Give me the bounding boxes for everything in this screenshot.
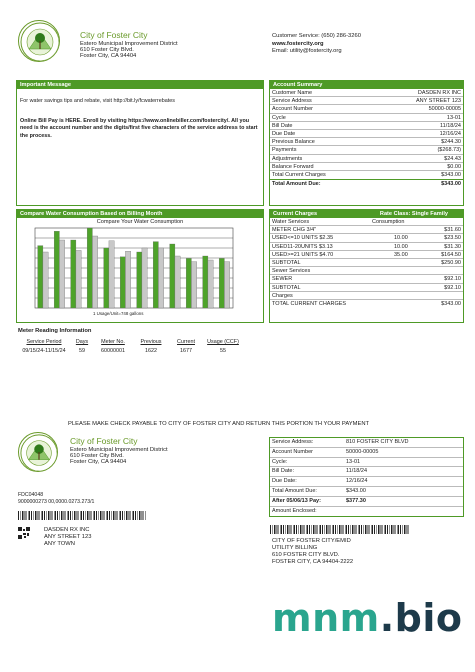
total-amount-due-label: Total Amount Due: [272, 181, 321, 188]
meter-header: Meter No. [101, 339, 125, 345]
remit-barcode [270, 525, 410, 534]
chart-bar [43, 252, 48, 308]
meter-row [18, 348, 264, 354]
meter-reading-section [18, 328, 264, 354]
meter-cell: 1622 [145, 348, 157, 354]
charge-qty [394, 284, 424, 291]
meter-cell: 59 [79, 348, 85, 354]
remit-line-4: FOSTER CITY, CA 94404-2222 [272, 559, 354, 565]
summary-label: Customer Name [272, 90, 313, 96]
chart-bar [203, 256, 208, 308]
account-summary-title: Account Summary [270, 81, 463, 89]
charge-label: USED>=21 UNITS $4.70 [272, 251, 334, 258]
consumption-compare-box [16, 209, 264, 323]
meter-header: Usage (CCF) [207, 339, 239, 345]
chart-bar [142, 248, 147, 308]
charge-label: METER CHG 3/4" [272, 227, 317, 234]
charge-row [270, 284, 463, 292]
summary-rows [270, 89, 463, 179]
summary-value: $244.30 [441, 139, 461, 146]
charge-row [270, 226, 463, 234]
pay-label: Amount Enclosed: [272, 507, 317, 514]
summary-label: Service Address [272, 98, 312, 105]
chart-bar [125, 251, 130, 308]
total-amount-due-value: $343.00 [441, 181, 461, 188]
pay-value: $377.30 [346, 497, 366, 504]
pay-value: $343.00 [346, 487, 366, 494]
summary-label: Balance Forward [272, 163, 314, 170]
total-amount-due-row [270, 179, 463, 187]
customer-line-1: DASDEN RX INC [44, 527, 90, 533]
charge-label: Charges [272, 292, 293, 299]
remit-line-1: CITY OF FOSTER CITY/EMID [272, 538, 351, 544]
charge-value: $250.90 [441, 259, 461, 266]
summary-label: Account Number [272, 106, 313, 113]
stub-district: Estero Municipal Improvement District [70, 447, 168, 453]
charge-value: $92.10 [444, 276, 461, 283]
charge-row [270, 251, 463, 259]
pay-label: Bill Date: [272, 468, 295, 475]
charge-value [424, 292, 461, 299]
pay-value: 11/18/24 [346, 468, 368, 475]
charge-label: SUBTOTAL [272, 284, 301, 291]
summary-row [270, 146, 463, 154]
pay-value: 810 FOSTER CITY BLVD [346, 439, 409, 445]
charge-qty [394, 259, 424, 266]
pay-row [270, 438, 463, 448]
summary-value: ANY STREET 123 [415, 98, 461, 105]
pay-label: Due Date: [272, 478, 297, 485]
pay-value: 13-01 [346, 458, 361, 465]
important-message-title: Important Message [17, 81, 263, 89]
pay-row [270, 458, 463, 468]
charge-qty: 10.00 [394, 235, 408, 242]
chart-bar [76, 250, 81, 308]
summary-value: 11/18/24 [439, 122, 461, 129]
pay-label: Total Amount Due: [272, 487, 317, 494]
important-text-1: For water savings tips and rebate, visit http://bit.ly/fcwaterrebates [20, 98, 175, 104]
watermark-part-2: .bio [379, 596, 463, 640]
charge-row [270, 292, 463, 300]
chart-bar [54, 231, 59, 308]
chart-bar [104, 248, 109, 308]
summary-row [270, 97, 463, 105]
stub-addr1: 610 Foster City Blvd. [70, 453, 124, 459]
charge-value: $92.10 [444, 284, 461, 291]
customer-line-2: ANY STREET 123 [44, 534, 92, 540]
consumption-compare-title: Compare Water Consumption Based on Billing Month [17, 210, 263, 218]
chart-bar [224, 262, 229, 308]
chart-bar [186, 258, 191, 308]
chart-bar [87, 228, 92, 308]
summary-label: Adjustments [272, 155, 303, 162]
meter-header: Previous [140, 339, 162, 345]
pay-row [270, 448, 463, 458]
stub-addr2: Foster City, CA 94404 [70, 459, 127, 465]
stub-code-1: FDC04048 [18, 492, 44, 498]
meter-header: Current [177, 339, 195, 345]
charge-value: $23.50 [444, 235, 461, 242]
water-services-row [270, 218, 463, 226]
chart-subtitle: Compare Your Water Consumption [96, 219, 184, 225]
meter-headers [18, 339, 264, 345]
charge-rows [270, 226, 463, 308]
summary-row [270, 89, 463, 97]
city-name: City of Foster City [80, 30, 148, 40]
charge-value: $31.60 [444, 227, 461, 234]
summary-row [270, 122, 463, 130]
summary-value: 13-01 [446, 114, 461, 121]
pay-row [270, 497, 463, 507]
consumption-label: Consumption [372, 219, 405, 225]
watermark-part-1: mnm [272, 596, 380, 640]
current-charges-title: Current Charges [273, 211, 318, 217]
summary-label: Cycle [272, 114, 286, 121]
summary-value: $24.43 [444, 155, 461, 162]
stub-barcode [18, 511, 146, 520]
stub-city-logo [18, 432, 58, 472]
charge-row [270, 243, 463, 251]
meter-header: Days [75, 339, 89, 345]
meter-cell: 09/15/24-11/15/24 [22, 348, 66, 354]
summary-value: 50000-00005 [428, 106, 461, 113]
pay-row [270, 507, 463, 517]
website-link[interactable]: www.fostercity.org [272, 40, 324, 47]
payment-summary-box [269, 437, 464, 517]
chart-unit-note: 1 Usage/Unit=748 gallons [93, 311, 144, 316]
qr-code [18, 527, 30, 539]
stub-city-name: City of Foster City [70, 436, 138, 446]
summary-value: 12/16/24 [439, 130, 461, 137]
chart-bar [191, 262, 196, 308]
water-services-label: Water Services [272, 219, 310, 225]
summary-row [270, 155, 463, 163]
chart-bar [71, 240, 76, 308]
meter-cell: 55 [220, 348, 226, 354]
charge-label: SEWER [272, 276, 293, 283]
charge-qty: 10.00 [394, 243, 408, 250]
account-summary-box [269, 80, 464, 206]
customer-mailing-address [44, 527, 91, 548]
important-message-box [16, 80, 264, 206]
remit-line-3: 610 FOSTER CITY BLVD. [272, 552, 340, 558]
rate-class: Rate Class: Single Family [379, 211, 448, 217]
pay-rows [270, 438, 463, 516]
chart-bar [92, 236, 97, 308]
city-logo [18, 20, 60, 62]
charge-qty [394, 292, 424, 299]
summary-row [270, 171, 463, 179]
payment-instruction: PLEASE MAKE CHECK PAYABLE TO CITY OF FOSTER CITY AND RETURN THIS PORTION TH YOUR PAYMENT [68, 421, 370, 427]
charge-row [270, 267, 463, 275]
summary-row [270, 138, 463, 146]
chart-bar [158, 248, 163, 308]
pay-value: 12/16/24 [346, 478, 368, 485]
charge-qty [394, 275, 424, 282]
charge-qty [394, 300, 424, 308]
chart-bar [175, 256, 180, 308]
meter-cell: 60000001 [101, 348, 125, 354]
stub-codes [18, 492, 94, 506]
current-charges-box [269, 209, 464, 323]
charge-qty [394, 226, 424, 233]
charge-qty: 35.00 [394, 251, 408, 258]
watermark-logo [272, 596, 463, 640]
chart-bar [153, 242, 158, 308]
pay-row [270, 467, 463, 477]
chart-bar [170, 244, 175, 308]
chart-bar [208, 260, 213, 308]
pay-row [270, 477, 463, 487]
charge-row [270, 300, 463, 308]
customer-line-3: ANY TOWN [44, 541, 75, 547]
stub-code-2: 9000000273 00,0000.0273.273/1 [18, 499, 95, 505]
pay-label: After 05/06/13 Pay: [272, 497, 321, 504]
charge-qty [394, 267, 424, 274]
summary-row [270, 114, 463, 122]
summary-label: Payments [272, 147, 297, 154]
remit-address [272, 538, 353, 566]
charge-value: $31.30 [444, 243, 461, 250]
summary-row [270, 130, 463, 138]
address-line-2: Foster City, CA 94404 [80, 53, 137, 59]
charge-label: Sewer Services [272, 268, 311, 275]
summary-value: DASDEN RX INC [417, 90, 461, 96]
meter-cell: 1677 [180, 348, 192, 354]
summary-label: Bill Date [272, 122, 293, 129]
email-link[interactable]: Email: utility@fostercity.org [272, 48, 342, 54]
meter-header: Service Period [26, 339, 62, 345]
charge-row [270, 234, 463, 242]
charge-value [424, 267, 461, 274]
summary-label: Previous Balance [272, 139, 315, 146]
charge-label: TOTAL CURRENT CHARGES [272, 300, 347, 307]
current-charges-header [270, 210, 463, 218]
summary-value: $343.00 [441, 171, 461, 178]
summary-row [270, 163, 463, 171]
chart-bar [59, 240, 64, 308]
summary-label: Total Current Charges [272, 171, 326, 178]
consumption-chart [17, 226, 263, 316]
charge-row [270, 275, 463, 283]
pay-label: Account Number [272, 448, 313, 455]
chart-bar [38, 246, 43, 308]
charge-value: $343.00 [441, 300, 461, 307]
important-text-2: Online Bill Pay is HERE. Enroll by visiting https://www.onlinebiller.com/fostercity/. All you need is the account number and the digits/first five characters of the service address to start the process. [20, 118, 258, 139]
charge-label: SUBTOTAL [272, 259, 301, 266]
summary-value: ($268.73) [437, 147, 461, 154]
charge-label: USED<=10 UNITS $2.35 [272, 235, 334, 242]
pay-label: Cycle: [272, 458, 288, 465]
pay-value: 50000-00005 [346, 448, 379, 455]
charge-label: USED11-20UNITS $3.13 [272, 243, 333, 250]
district-name: Estero Municipal Improvement District [80, 41, 178, 47]
chart-bar [219, 258, 224, 308]
chart-bar [120, 257, 125, 308]
meter-reading-title: Meter Reading Information [18, 328, 92, 334]
summary-value: $0.00 [447, 163, 461, 170]
chart-bar [137, 252, 142, 308]
charge-value: $164.50 [441, 251, 461, 258]
address-line-1: 610 Foster City Blvd. [80, 47, 134, 53]
remit-line-2: UTILITY BILLING [272, 545, 318, 551]
charge-row [270, 259, 463, 267]
summary-label: Due Date [272, 130, 296, 137]
service-phone: Customer Service: (650) 286-3260 [272, 33, 361, 39]
summary-row [270, 105, 463, 113]
chart-bar [109, 241, 114, 308]
pay-label: Service Address: [272, 439, 314, 445]
pay-row [270, 487, 463, 497]
